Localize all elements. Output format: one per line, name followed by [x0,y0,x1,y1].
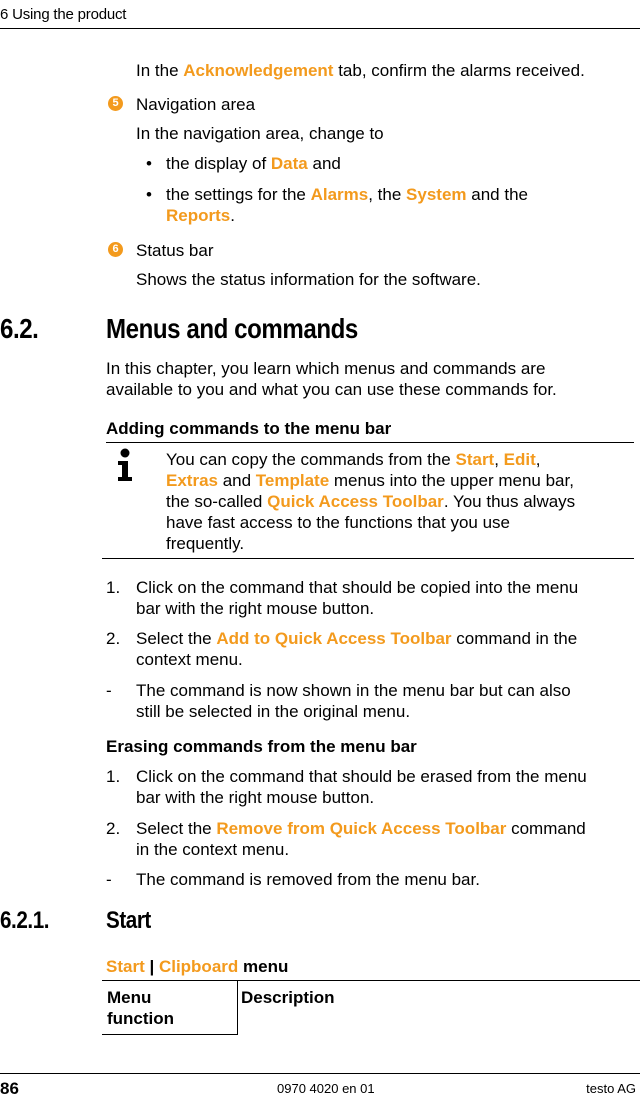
note-rule-bottom [102,558,634,559]
subsection-title: Start [106,907,151,934]
erasing-result: The command is removed from the menu bar. [136,870,480,889]
info-note: You can copy the commands from the Start, Edit, Extras and Template menus into the upper menu bar, the so-called Quick Access Toolbar. You thus always have fast access to the functions that you use frequently. [166,450,576,553]
erasing-step-1: Click on the command that should be erased from the menu bar with the right mouse button. [136,767,587,807]
header-rule [0,28,640,29]
section-number: 6.2. [0,313,39,344]
table-header-menu-function: Menu function [107,988,175,1028]
table-rule-top [102,980,640,981]
result-dash: - [106,681,112,700]
section-title: Menus and commands [106,313,358,344]
step-number: 2. [106,629,121,648]
item6-text: Shows the status information for the software. [136,270,481,289]
adding-step-2: Select the Add to Quick Access Toolbar command in the context menu. [136,629,578,669]
document-id: 0970 4020 en 01 [277,1081,375,1096]
menu-path: Start | Clipboard menu [106,957,289,976]
item5-text: In the navigation area, change to [136,124,384,143]
bullet-settings: the settings for the Alarms, the System and the Reports. [166,185,528,225]
page-number: 86 [0,1079,19,1098]
running-header: 6 Using the product [0,6,127,23]
adding-heading: Adding commands to the menu bar [106,419,392,438]
step-number: 1. [106,578,121,597]
bullet-dot: • [146,185,152,204]
item6-title: Status bar [136,241,214,260]
note-rule-top [106,442,634,443]
section-intro: In this chapter, you learn which menus and commands are available to you and what you can use these commands for. [106,359,557,399]
acknowledgement-term: Acknowledgement [183,61,334,80]
callout-badge-6: 6 [108,242,123,257]
footer-rule [0,1073,640,1074]
bullet-dot: • [146,154,152,173]
step-number: 2. [106,819,121,838]
step-number: 1. [106,767,121,786]
callout-badge-5: 5 [108,96,123,111]
table-col-divider [237,980,238,1035]
acknowledgement-line: In the Acknowledgement tab, confirm the alarms received. [136,61,585,80]
erasing-step-2: Select the Remove from Quick Access Toolbar command in the context menu. [136,819,586,859]
info-icon [112,448,138,484]
subsection-number: 6.2.1. [0,907,50,934]
adding-step-1: Click on the command that should be copied into the menu bar with the right mouse button. [136,578,579,618]
company-name: testo AG [586,1081,636,1096]
item5-title: Navigation area [136,95,256,114]
bullet-data: the display of Data and [166,154,341,173]
result-dash: - [106,870,112,889]
table-header-description: Description [241,988,335,1007]
adding-result: The command is now shown in the menu bar but can also still be selected in the original menu. [136,681,571,721]
table-rule-bottom [102,1034,238,1035]
erasing-heading: Erasing commands from the menu bar [106,737,417,756]
